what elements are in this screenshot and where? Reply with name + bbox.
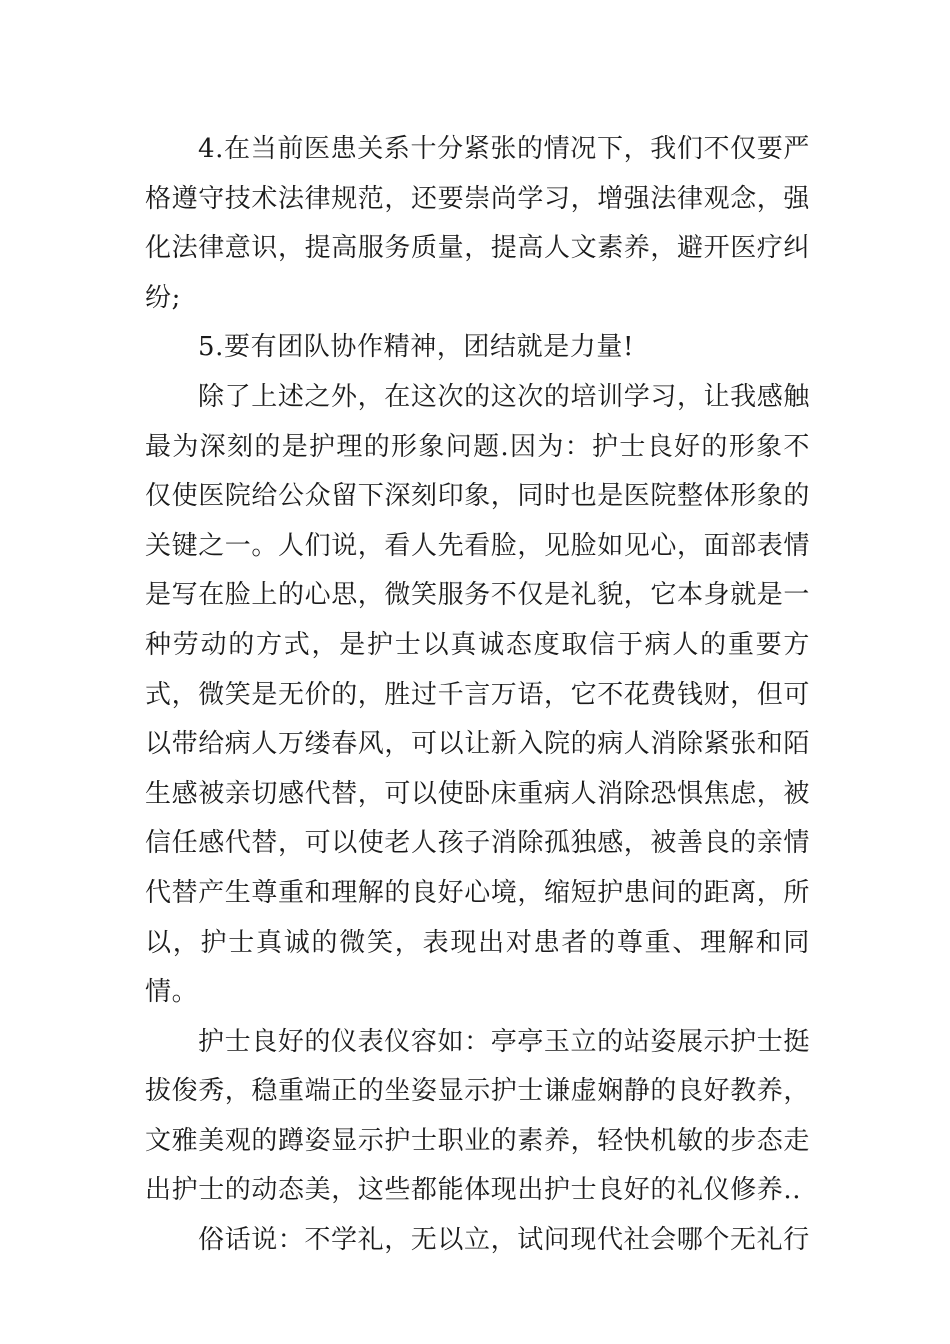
paragraph-nurse-etiquette: 护士良好的仪表仪容如：亭亭玉立的站姿展示护士挺拔俊秀，稳重端正的坐姿显示护士谦虚娴静的良好教养，文雅美观的蹲姿显示护士职业的素养，轻快机敏的步态走出护士的动态美，这些都能体现出护士良好的礼仪修养..: [145, 1026, 811, 1206]
paragraph-teamwork-spirit: 5.要有团队协作精神，团结就是力量!: [198, 332, 635, 363]
paragraph-nurse-image: 除了上述之外，在这次的这次的培训学习，让我感触最为深刻的是护理的形象问题.因为：护士良好的形象不仅使医院给公众留下深刻印象，同时也是医院整体形象的关键之一。人们说，看人先看脸，见脸如见心，面部表情是写在脸上的心思，微笑服务不仅是礼貌，它本身就是一种劳动的方式，是护士以真诚态度取信于病人的重要方式，微笑是无价的，胜过千言万语，它不花费钱财，但可以带给病人万缕春风，可以让新入院的病人消除紧张和陌生感被亲切感代替，可以使卧床重病人消除恐惧焦虑，被信任感代替，可以使老人孩子消除孤独感，被善良的亲情代替产生尊重和理解的良好心境，缩短护患间的距离，所以，护士真诚的微笑，表现出对患者的尊重、理解和同情。: [145, 381, 811, 1008]
paragraph-proverb: 俗话说：不学礼，无以立，试问现代社会哪个无礼行: [198, 1225, 810, 1256]
paragraph-teamwork-law: 4.在当前医患关系十分紧张的情况下，我们不仅要严格遵守技术法律规范，还要崇尚学习，增强法律观念，强化法律意识，提高服务质量，提高人文素养，避开医疗纠纷;: [145, 134, 811, 313]
document-body: [145, 125, 810, 1266]
